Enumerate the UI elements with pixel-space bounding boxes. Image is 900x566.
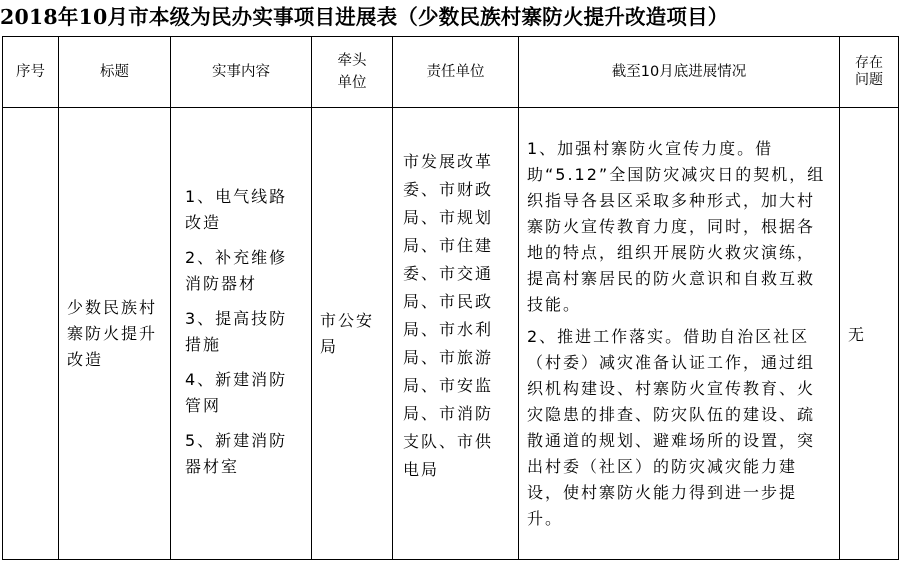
project-title: 少数民族村寨防火提升改造 bbox=[67, 297, 158, 369]
header-lead-unit-line2: 单位 bbox=[337, 75, 367, 91]
problem-text: 无 bbox=[848, 325, 865, 344]
cell-content bbox=[171, 108, 312, 560]
header-index: 序号 bbox=[3, 37, 59, 108]
responsible-units: 市发展改革委、市财政局、市规划局、市住建委、市交通局、市民政局、市水利局、市旅游局、市安监局、市消防支队、市供电局 bbox=[403, 151, 494, 479]
lead-unit: 市公安局 bbox=[320, 310, 375, 356]
header-progress: 截至10月底进展情况 bbox=[519, 37, 840, 108]
cell-index bbox=[3, 108, 59, 560]
header-problem-line2: 问题 bbox=[855, 72, 883, 88]
table-row bbox=[3, 108, 899, 560]
header-content: 实事内容 bbox=[171, 37, 312, 108]
cell-responsible bbox=[393, 108, 519, 560]
cell-lead-unit bbox=[312, 108, 393, 560]
list-item: 4、新建消防管网 bbox=[185, 370, 288, 415]
cell-problem bbox=[840, 108, 899, 560]
progress-table bbox=[2, 36, 899, 560]
header-responsible: 责任单位 bbox=[393, 37, 519, 108]
cell-progress bbox=[519, 108, 840, 560]
header-problem bbox=[840, 37, 899, 108]
header-title: 标题 bbox=[59, 37, 171, 108]
list-item: 1、电气线路改造 bbox=[185, 187, 288, 232]
list-item: 5、新建消防器材室 bbox=[185, 431, 288, 476]
list-item: 2、补充维修消防器材 bbox=[185, 248, 288, 293]
list-item: 3、提高技防措施 bbox=[185, 309, 288, 354]
content-list bbox=[171, 184, 311, 480]
cell-title bbox=[59, 108, 171, 560]
header-row bbox=[3, 37, 899, 108]
page-title: 2018年10月市本级为民办实事项目进展表（少数民族村寨防火提升改造项目） bbox=[0, 5, 729, 29]
progress-paragraph: 2、推进工作落实。借助自治区社区（村委）减灾准备认证工作，通过组织机构建设、村寨防火宣传教育、火灾隐患的排查、防灾队伍的建设、疏散通道的规划、避难场所的设置，突出村委（社区）的防灾减灾能力建设，使村寨防火能力得到进一步提升。 bbox=[527, 326, 816, 528]
header-lead-unit bbox=[312, 37, 393, 108]
header-problem-line1: 存在 bbox=[855, 55, 883, 71]
header-lead-unit-line1: 牵头 bbox=[337, 53, 367, 69]
progress-paragraph: 1、加强村寨防火宣传力度。借助“5.12”全国防灾减灾日的契机，组织指导各县区采取多种形式，加大村寨防火宣传教育力度，同时，根据各地的特点，组织开展防火救灾演练，提高村寨居民的防火意识和自救互救技能。 bbox=[527, 138, 826, 314]
